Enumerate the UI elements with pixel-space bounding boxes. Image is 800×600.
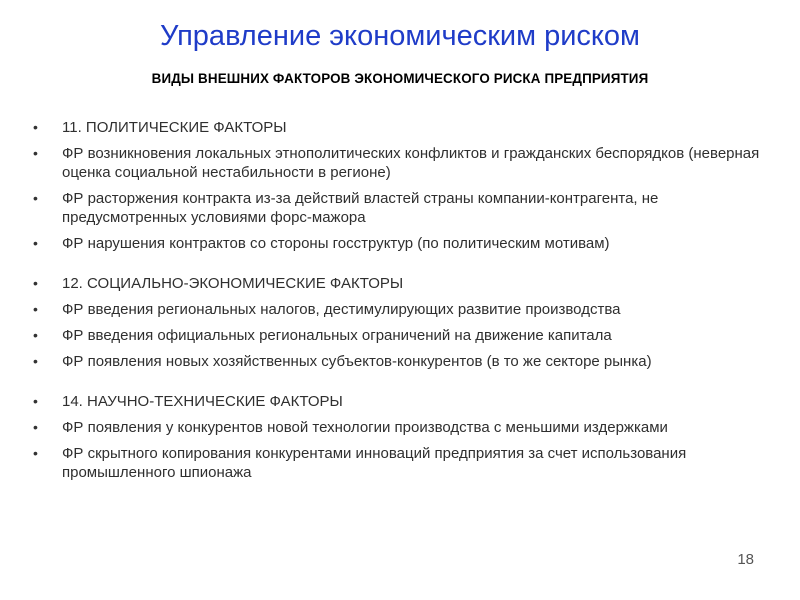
section-heading-text: 11. ПОЛИТИЧЕСКИЕ ФАКТОРЫ [62,119,287,136]
list-item-text: ФР расторжения контракта из-за действий властей страны компании-контрагента, не предусмотренных условиями форс-мажора [62,190,659,226]
bullet-icon: • [33,145,38,161]
section-heading-socioeconomic [30,274,780,293]
bullet-icon: • [33,301,38,317]
list-item [30,418,780,437]
list-item-text: ФР появления у конкурентов новой технологии производства с меньшими издержками [62,419,668,436]
list-item [30,144,780,182]
section-heading-text: 14. НАУЧНО-ТЕХНИЧЕСКИЕ ФАКТОРЫ [62,393,343,410]
list-item [30,234,780,253]
bullet-icon: • [33,235,38,251]
bullet-icon: • [33,327,38,343]
section-heading-text: 12. СОЦИАЛЬНО-ЭКОНОМИЧЕСКИЕ ФАКТОРЫ [62,275,404,292]
list-item-text: ФР появления новых хозяйственных субъектов-конкурентов (в то же секторе рынка) [62,353,652,370]
list-item-text: ФР введения официальных региональных ограничений на движение капитала [62,327,612,344]
bullet-icon: • [33,419,38,435]
list-item [30,189,780,227]
list-item-text: ФР введения региональных налогов, дестимулирующих развитие производства [62,301,621,318]
list-item-text: ФР нарушения контрактов со стороны госструктур (по политическим мотивам) [62,235,610,252]
bullet-icon: • [33,445,38,461]
list-item [30,352,780,371]
section-heading-scientific-technical [30,392,780,411]
page-number: 18 [737,551,754,568]
bullet-icon: • [33,275,38,291]
slide-subtitle: ВИДЫ ВНЕШНИХ ФАКТОРОВ ЭКОНОМИЧЕСКОГО РИСКА ПРЕДПРИЯТИЯ [151,71,649,86]
list-item [30,300,780,319]
list-item-text: ФР скрытного копирования конкурентами инноваций предприятия за счет использования промышленного шпионажа [62,445,687,481]
list-item [30,326,780,345]
bullet-icon: • [33,119,38,135]
bullet-icon: • [33,353,38,369]
slide-title: Управление экономическим риском [159,20,640,52]
list-item-text: ФР возникновения локальных этнополитических конфликтов и гражданских беспорядков (неверная оценка социальной нестабильности в регионе) [62,145,760,181]
factor-list [30,118,780,489]
bullet-icon: • [33,190,38,206]
bullet-icon: • [33,393,38,409]
section-heading-political [30,118,780,137]
list-item [30,444,780,482]
